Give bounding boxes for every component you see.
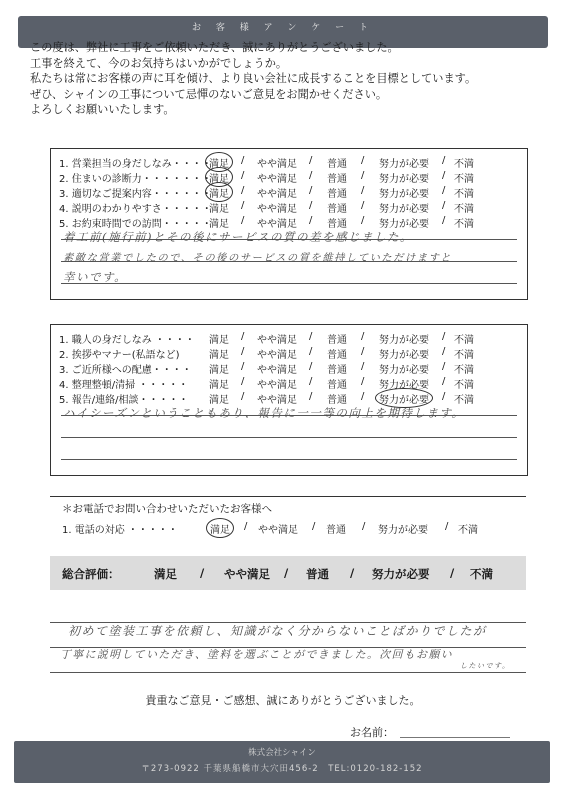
thanks-message: 貴重なご意見・ご感想、誠にありがとうございました。 — [145, 694, 421, 707]
overall-label: 総合評価： — [62, 567, 120, 581]
rating-option[interactable]: 満足 — [209, 174, 229, 185]
rating-option[interactable]: 努力が必要 — [379, 219, 429, 230]
craftsman-evaluation-section — [50, 324, 528, 476]
question-row: 2. 挨拶やマナー(私語など) 満足 / やや満足 / 普通 / 努力が必要 / 不満 — [59, 346, 474, 361]
rating-option[interactable]: 不満 — [454, 174, 474, 185]
rating-option[interactable]: 不満 — [454, 395, 474, 406]
rating-option[interactable]: やや満足 — [257, 189, 297, 200]
free-comment-line: したいです。 — [460, 662, 511, 670]
rating-option[interactable]: 努力が必要 — [379, 395, 429, 406]
handwritten-comment: 着工前(施行前)とその後にサービスの質の差を感じました。 — [63, 230, 413, 244]
rating-option[interactable]: 普通 — [327, 335, 347, 346]
rating-option[interactable]: 満足 — [209, 365, 229, 376]
question-row: 5. 報告/連絡/相談・・・・・ 満足 / やや満足 / 普通 / 努力が必要 / 不満 — [59, 391, 529, 406]
question-row: 3. 適切なご提案内容・・・・・・ 満足 / やや満足 / 普通 / 努力が必要 / 不満 — [59, 185, 529, 200]
free-comment-line: 丁寧に説明していただき、塗料を選ぶことができました。次回もお願い — [60, 648, 454, 661]
rating-option[interactable]: 努力が必要 — [379, 365, 429, 376]
intro-line: 工事を終えて、今のお気持ちはいかがでしょうか。 — [30, 56, 288, 70]
overall-option[interactable]: 普通 — [306, 567, 329, 581]
overall-option[interactable]: 不満 — [470, 567, 493, 581]
rating-option[interactable]: 努力が必要 — [379, 335, 429, 346]
rating-option[interactable]: 普通 — [327, 174, 347, 185]
rating-option[interactable]: 不満 — [454, 380, 474, 391]
rating-option[interactable]: 努力が必要 — [379, 189, 429, 200]
question-row: 4. 説明のわかりやすさ・・・・・ 満足 / やや満足 / 普通 / 努力が必要 / 不満 — [59, 200, 474, 215]
rating-option[interactable]: 不満 — [454, 159, 474, 170]
question-row: 4. 整理整頓/清掃 ・・・・・ 満足 / やや満足 / 普通 / 努力が必要 / 不満 — [59, 376, 474, 391]
intro-text — [30, 40, 540, 118]
question-row: 3. ご近所様への配慮・・・・ 満足 / やや満足 / 普通 / 努力が必要 / 不満 — [59, 361, 474, 376]
question-label: 3. ご近所様への配慮・・・・ — [59, 365, 192, 376]
rating-option[interactable]: 満足 — [209, 159, 229, 170]
company-address: 〒273-0922 千葉県船橋市大穴田456-2 TEL:0120-182-152 — [141, 764, 423, 774]
handwritten-comment: ハイシーズンということもあり、報告に一一等の向上を期待します。 — [63, 406, 465, 420]
rating-option[interactable]: 普通 — [327, 395, 347, 406]
rating-option[interactable]: 普通 — [327, 380, 347, 391]
rating-option[interactable]: 普通 — [327, 365, 347, 376]
rating-option[interactable]: 不満 — [454, 335, 474, 346]
question-row: 2. 住まいの診断力・・・・・・・ 満足 / やや満足 / 普通 / 努力が必要 / 不満 — [59, 170, 529, 185]
rating-option[interactable]: 普通 — [326, 525, 346, 536]
rating-option[interactable]: やや満足 — [257, 219, 297, 230]
rating-option[interactable]: やや満足 — [257, 335, 297, 346]
rating-option[interactable]: 普通 — [327, 189, 347, 200]
question-label: 2. 住まいの診断力・・・・・・・ — [59, 174, 212, 185]
rating-option[interactable]: 満足 — [209, 219, 229, 230]
rating-option[interactable]: 普通 — [327, 219, 347, 230]
rating-option[interactable]: 努力が必要 — [378, 525, 428, 536]
question-label: 4. 説明のわかりやすさ・・・・・ — [59, 204, 212, 215]
rating-option[interactable]: 不満 — [454, 350, 474, 361]
intro-line: 私たちは常にお客様の声に耳を傾け、より良い会社に成長することを目標としています。 — [30, 72, 477, 85]
rating-option[interactable]: 不満 — [454, 365, 474, 376]
rating-option[interactable]: 満足 — [209, 335, 229, 346]
survey-title: お 客 様 ア ン ケ ー ト — [191, 23, 375, 33]
rating-option[interactable]: 努力が必要 — [379, 380, 429, 391]
rating-option[interactable]: やや満足 — [257, 350, 297, 361]
question-label: 5. お約束時間での訪問・・・・・ — [59, 219, 212, 230]
rating-option[interactable]: 満足 — [209, 204, 229, 215]
free-comment-area — [50, 612, 526, 682]
question-label: 1. 職人の身だしなみ ・・・・ — [59, 335, 195, 346]
rating-option[interactable]: やや満足 — [257, 159, 297, 170]
question-label: 4. 整理整頓/清掃 ・・・・・ — [59, 380, 189, 391]
question-row: 1. 営業担当の身だしなみ・・・・ 満足 / やや満足 / 普通 / 努力が必要 / 不満 — [59, 155, 529, 170]
rating-option[interactable]: やや満足 — [257, 380, 297, 391]
selected-answer-circle — [205, 182, 233, 202]
intro-line: ぜひ、シャインの工事について忌憚のないご意見をお聞かせください。 — [30, 87, 388, 101]
rating-option[interactable]: 普通 — [327, 159, 347, 170]
overall-evaluation: 総合評価： 満足 / やや満足 / 普通 / 努力が必要 / 不満 — [50, 556, 526, 590]
question-label: 2. 挨拶やマナー(私語など) — [59, 350, 180, 361]
overall-option[interactable]: 努力が必要 — [372, 567, 430, 581]
sales-evaluation-section — [50, 148, 528, 300]
rating-option[interactable]: 不満 — [454, 189, 474, 200]
rating-option[interactable]: 満足 — [209, 380, 229, 391]
name-label: お名前： — [350, 726, 394, 739]
name-line — [400, 737, 510, 738]
question-label: 1. 電話の対応 ・・・・・ — [62, 525, 178, 536]
rating-option[interactable]: 努力が必要 — [379, 174, 429, 185]
rating-option[interactable]: やや満足 — [257, 174, 297, 185]
selected-answer-circle — [206, 518, 234, 538]
question-row: 1. 電話の対応 ・・・・・ 満足 / やや満足 / 普通 / 努力が必要 / 不満 — [58, 521, 528, 536]
free-comment-line: 初めて塗装工事を依頼し、知識がなく分からないことばかりでしたが — [68, 624, 487, 638]
rating-option[interactable]: 満足 — [209, 395, 229, 406]
phone-heading: ＊お電話でお問い合わせいただいたお客様へ — [62, 503, 272, 515]
company-footer — [14, 741, 550, 783]
question-row: 5. お約束時間での訪問・・・・・ 満足 / やや満足 / 普通 / 努力が必要 / 不満 — [59, 215, 474, 230]
rating-option[interactable]: 満足 — [210, 525, 230, 536]
rating-option[interactable]: 努力が必要 — [379, 350, 429, 361]
phone-section — [50, 496, 526, 541]
rating-option[interactable]: 満足 — [209, 350, 229, 361]
rating-option[interactable]: やや満足 — [258, 525, 298, 536]
rating-option[interactable]: 不満 — [454, 204, 474, 215]
rating-option[interactable]: やや満足 — [257, 204, 297, 215]
overall-option[interactable]: 満足 — [154, 567, 177, 581]
rating-option[interactable]: 不満 — [454, 219, 474, 230]
company-name: 株式会社シャイン — [248, 748, 316, 758]
question-label: 1. 営業担当の身だしなみ・・・・ — [59, 159, 212, 170]
handwritten-comment: 幸いです。 — [63, 270, 128, 284]
handwritten-comment: 素敵な営業でしたので、その後のサービスの質を維持していただけますと — [63, 252, 453, 264]
intro-line: よろしくお願いいたします。 — [30, 103, 175, 116]
rating-option[interactable]: 満足 — [209, 189, 229, 200]
question-row: 1. 職人の身だしなみ ・・・・ 満足 / やや満足 / 普通 / 努力が必要 / 不満 — [59, 331, 474, 346]
rating-option[interactable]: 普通 — [327, 350, 347, 361]
rating-option[interactable]: 普通 — [327, 204, 347, 215]
intro-line: この度は、弊社に工事をご依頼いただき、誠にありがとうございました。 — [30, 41, 399, 54]
question-label: 5. 報告/連絡/相談・・・・・ — [59, 395, 189, 406]
rating-option[interactable]: 不満 — [458, 525, 478, 536]
rating-option[interactable]: やや満足 — [257, 365, 297, 376]
question-label: 3. 適切なご提案内容・・・・・・ — [59, 189, 212, 200]
overall-option[interactable]: やや満足 — [224, 567, 270, 581]
rating-option[interactable]: 努力が必要 — [379, 204, 429, 215]
rating-option[interactable]: やや満足 — [257, 395, 297, 406]
rating-option[interactable]: 努力が必要 — [379, 159, 429, 170]
